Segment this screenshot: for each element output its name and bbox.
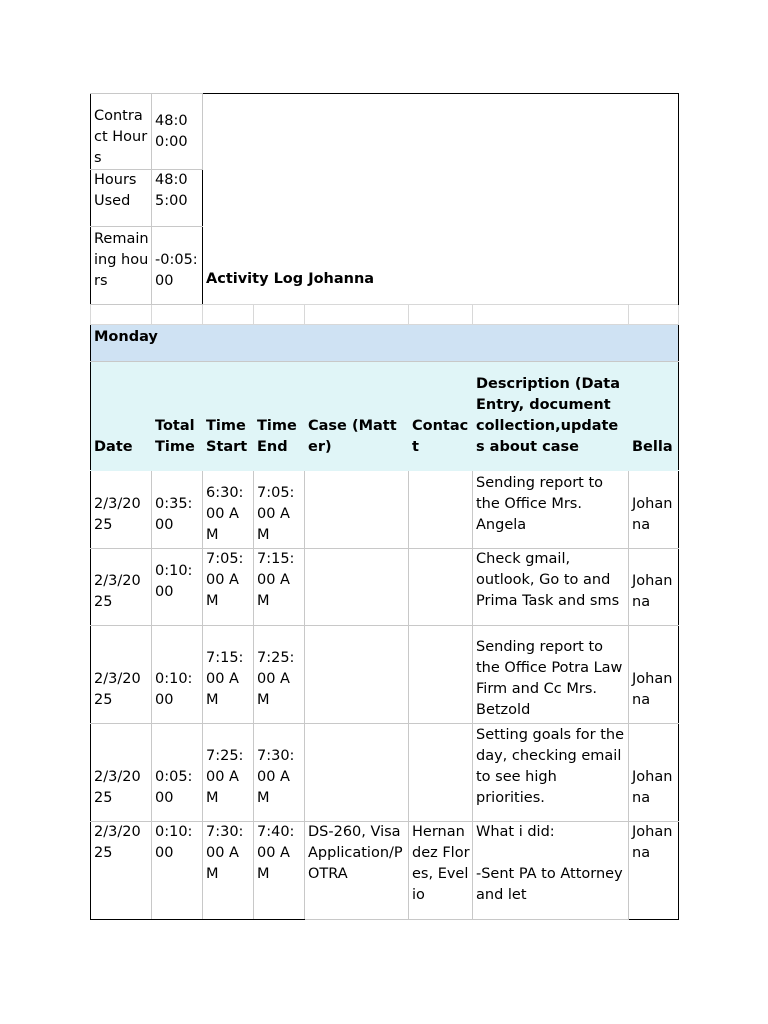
cell-person: Johanna — [629, 724, 679, 822]
table-row — [91, 471, 679, 549]
cell-date: 2/3/2025 — [91, 626, 152, 724]
cell-date: 2/3/2025 — [91, 471, 152, 549]
header-total-time: Total Time — [152, 362, 203, 471]
activity-log-table — [90, 93, 679, 920]
cell-case — [305, 471, 409, 549]
cell-time-start: 7:15:00 AM — [203, 626, 254, 724]
remaining-hours-label: Remaining hours — [91, 227, 152, 305]
cell-person: Johanna — [629, 626, 679, 724]
cell-description: Check gmail, outlook, Go to and Prima Task and sms — [473, 549, 629, 626]
cell-time-end: 7:30:00 AM — [254, 724, 305, 822]
column-headers — [91, 362, 679, 471]
table-row — [91, 626, 679, 724]
cell-time-end: 7:05:00 AM — [254, 471, 305, 549]
cell-date: 2/3/2025 — [91, 822, 152, 920]
cell-description — [473, 822, 629, 920]
cell-person: Johanna — [629, 549, 679, 626]
cell-total-time: 0:10:00 — [152, 626, 203, 724]
cell-time-end: 7:15:00 AM — [254, 549, 305, 626]
header-time-start: Time Start — [203, 362, 254, 471]
cell-contact — [409, 471, 473, 549]
description-line: What i did: — [476, 824, 555, 840]
cell-person: Johanna — [629, 471, 679, 549]
cell-time-end: 7:25:00 AM — [254, 626, 305, 724]
cell-description: Setting goals for the day, checking email to see high priorities. — [473, 724, 629, 822]
cell-contact — [409, 549, 473, 626]
activity-log-sheet — [90, 93, 678, 920]
contract-hours-value: 48:00:00 — [152, 94, 203, 170]
header-person: Bella — [629, 362, 679, 471]
table-row — [91, 822, 679, 920]
header-description: Description (Data Entry, document collection,updates about case — [473, 362, 629, 471]
log-title: Activity Log Johanna — [203, 94, 679, 305]
cell-total-time: 0:10:00 — [152, 822, 203, 920]
table-row — [91, 724, 679, 822]
header-contact: Contact — [409, 362, 473, 471]
cell-case — [305, 626, 409, 724]
cell-person: Johanna — [629, 822, 679, 920]
cell-case: DS-260, Visa Application/POTRA — [305, 822, 409, 920]
cell-time-start: 7:30:00 AM — [203, 822, 254, 920]
cell-total-time: 0:10:00 — [152, 549, 203, 626]
cell-contact — [409, 724, 473, 822]
contract-hours-label: Contract Hours — [91, 94, 152, 170]
header-case: Case (Matter) — [305, 362, 409, 471]
hours-used-value: 48:05:00 — [152, 170, 203, 227]
cell-case — [305, 724, 409, 822]
cell-date: 2/3/2025 — [91, 724, 152, 822]
cell-time-end: 7:40:00 AM — [254, 822, 305, 920]
cell-date: 2/3/2025 — [91, 549, 152, 626]
hours-used-label: Hours Used — [91, 170, 152, 227]
remaining-hours-value: -0:05:00 — [152, 227, 203, 305]
header-time-end: Time End — [254, 362, 305, 471]
cell-time-start: 7:05:00 AM — [203, 549, 254, 626]
cell-time-start: 7:25:00 AM — [203, 724, 254, 822]
day-heading: Monday — [91, 325, 629, 362]
cell-time-start: 6:30:00 AM — [203, 471, 254, 549]
table-row — [91, 549, 679, 626]
header-date: Date — [91, 362, 152, 471]
cell-description: Sending report to the Office Mrs. Angela — [473, 471, 629, 549]
description-line: -Sent PA to Attorney and let — [476, 866, 623, 903]
cell-description: Sending report to the Office Potra Law Firm and Cc Mrs. Betzold — [473, 626, 629, 724]
cell-case — [305, 549, 409, 626]
cell-contact: Hernandez Flores, Evelio — [409, 822, 473, 920]
cell-total-time: 0:35:00 — [152, 471, 203, 549]
cell-total-time: 0:05:00 — [152, 724, 203, 822]
cell-contact — [409, 626, 473, 724]
